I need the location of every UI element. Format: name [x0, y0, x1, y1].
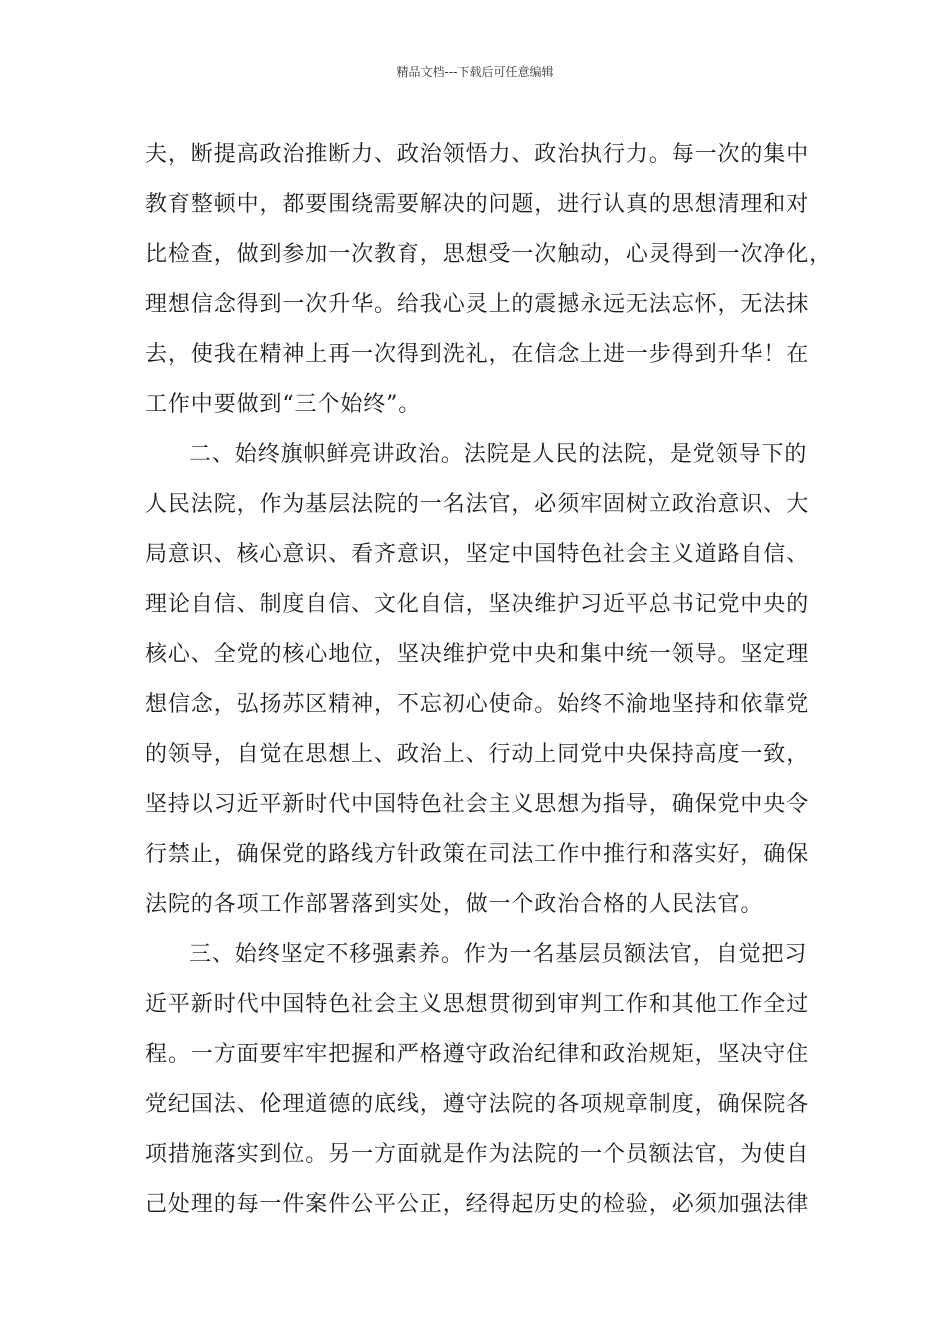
text-line: 近平新时代中国特色社会主义思想贯彻到审判工作和其他工作全过 [145, 992, 810, 1017]
text-line: 工作中要做到“三个始终”。 [145, 392, 422, 417]
text-line: 党纪国法、伦理道德的底线，遵守法院的各项规章制度，确保院各 [145, 1092, 810, 1117]
page-header: 精品文档---下载后可任意编辑 [396, 65, 554, 79]
text-line: 去，使我在精神上再一次得到洗礼，在信念上进一步得到升华！在 [145, 342, 810, 367]
text-line: 局意识、核心意识、看齐意识，坚定中国特色社会主义道路自信、 [145, 542, 810, 567]
paragraph-start-line: 二、始终旗帜鲜亮讲政治。法院是人民的法院，是党领导下的 [189, 442, 808, 467]
paragraph-start-line: 三、始终坚定不移强素养。作为一名基层员额法官，自觉把习 [189, 942, 808, 967]
text-line: 的领导，自觉在思想上、政治上、行动上同党中央保持高度一致， [145, 742, 810, 767]
text-line: 己处理的每一件案件公平公正，经得起历史的检验，必须加强法律 [145, 1192, 810, 1217]
text-line: 法院的各项工作部署落到实处，做一个政治合格的人民法官。 [145, 892, 764, 917]
text-line: 夫，断提高政治推断力、政治领悟力、政治执行力。每一次的集中 [145, 142, 810, 167]
text-line: 比检查，做到参加一次教育，思想受一次触动，心灵得到一次净化， [145, 242, 833, 267]
text-line: 理想信念得到一次升华。给我心灵上的震撼永远无法忘怀，无法抹 [145, 292, 810, 317]
text-line: 坚持以习近平新时代中国特色社会主义思想为指导，确保党中央令 [145, 792, 810, 817]
text-line: 程。一方面要牢牢把握和严格遵守政治纪律和政治规矩，坚决守住 [145, 1042, 810, 1067]
text-line: 项措施落实到位。另一方面就是作为法院的一个员额法官，为使自 [145, 1142, 810, 1167]
text-line: 核心、全党的核心地位，坚决维护党中央和集中统一领导。坚定理 [145, 642, 810, 667]
text-line: 教育整顿中，都要围绕需要解决的问题，进行认真的思想清理和对 [145, 192, 810, 217]
text-line: 想信念，弘扬苏区精神，不忘初心使命。始终不渝地坚持和依靠党 [145, 692, 810, 717]
document-body [145, 130, 833, 1230]
text-line: 理论自信、制度自信、文化自信，坚决维护习近平总书记党中央的 [145, 592, 810, 617]
text-line: 行禁止，确保党的路线方针政策在司法工作中推行和落实好，确保 [145, 842, 810, 867]
text-line: 人民法院，作为基层法院的一名法官，必须牢固树立政治意识、大 [145, 492, 810, 517]
